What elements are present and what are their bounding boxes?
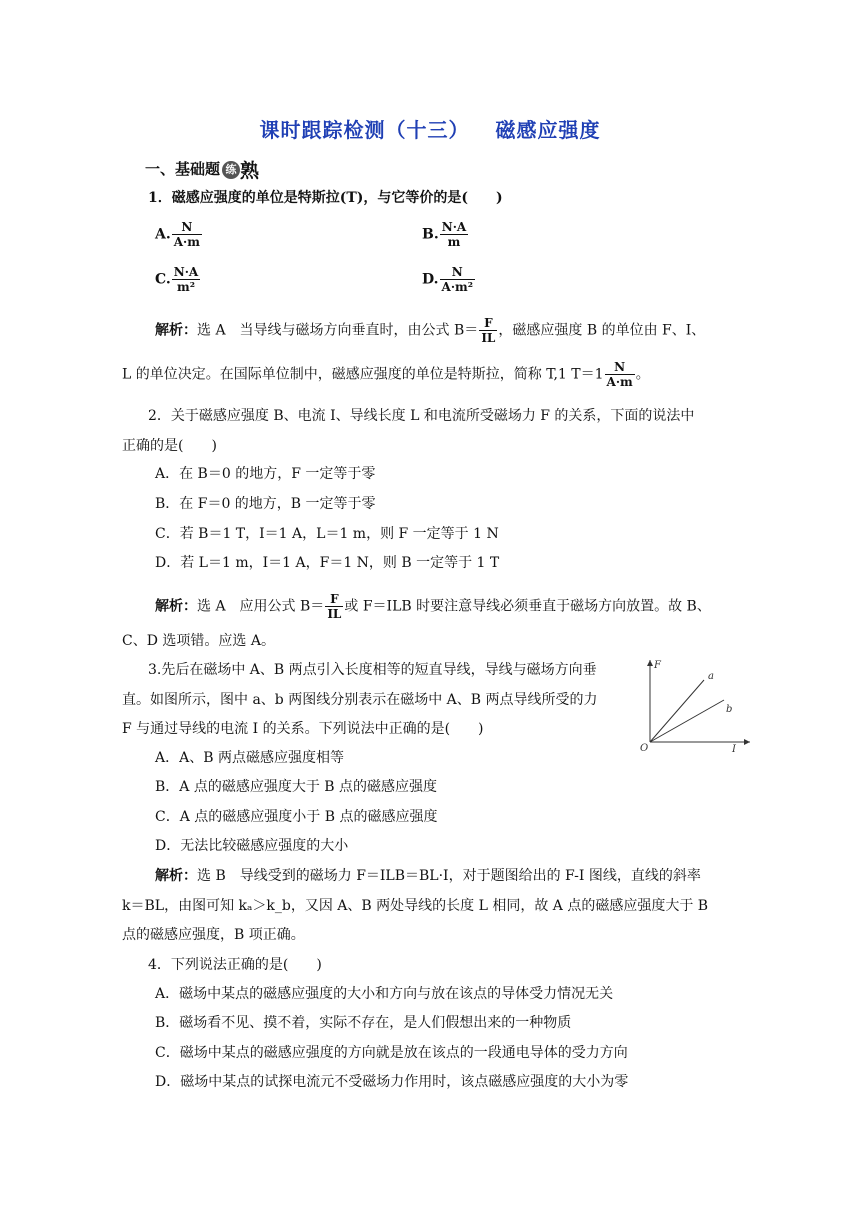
q1-sol-part1: 选 A 当导线与磁场方向垂直时，由公式 B＝ bbox=[197, 322, 479, 339]
q1-b-letter: B. bbox=[422, 226, 439, 243]
q1-sol-num: F bbox=[479, 316, 497, 331]
q2-option-c: C．若 B＝1 T，I＝1 A，L＝1 m，则 F 一定等于 1 N bbox=[155, 526, 499, 542]
q2-sol-head: 解析： bbox=[155, 598, 197, 615]
q1-option-a bbox=[155, 220, 203, 249]
section-label: 一、基础题 bbox=[145, 160, 221, 178]
q1-d-letter: D. bbox=[422, 271, 439, 288]
title-left: 课时跟踪检测（十三） bbox=[259, 118, 470, 142]
q2-sol-frac bbox=[325, 592, 343, 621]
q3-option-c: C．A 点的磁感应强度小于 B 点的磁感应强度 bbox=[155, 809, 438, 825]
q2-sol-den: IL bbox=[327, 607, 342, 621]
q3-sol-part1: 选 B 导线受到的磁场力 F＝ILB＝BL·I，对于题图给出的 F-I 图线，直线的斜率 bbox=[197, 868, 701, 884]
section-char: 熟 bbox=[240, 160, 260, 182]
y-axis-arrow bbox=[647, 660, 653, 666]
q1-sol3-end: 。 bbox=[635, 366, 650, 383]
page-title bbox=[0, 114, 860, 143]
q1-a-num: N bbox=[172, 220, 202, 235]
q1-option-c bbox=[155, 265, 201, 294]
q2-sol-num: F bbox=[325, 592, 343, 607]
q3-fi-graph bbox=[638, 654, 758, 754]
q1-b-num: N·A bbox=[441, 220, 467, 234]
q1-sol-frac bbox=[479, 316, 497, 345]
q1-sol3-den: A·m bbox=[606, 375, 633, 389]
q2-solution-line1 bbox=[155, 592, 711, 621]
q3-stem-line3: F 与通过导线的电流 I 的关系。下列说法中正确的是( ) bbox=[122, 721, 484, 737]
q1-d-frac bbox=[440, 265, 475, 294]
q1-sol3-frac bbox=[605, 360, 635, 389]
section-badge: 练 bbox=[222, 161, 240, 179]
q3-stem-line2: 直。如图所示，图中 a、b 两图线分别表示在磁场中 A、B 两点导线所受的力 bbox=[122, 692, 598, 708]
q2-stem-line1: 2．关于磁感应强度 B、电流 I、导线长度 L 和电流所受磁场力 F 的关系，下面的说法中 bbox=[148, 408, 695, 424]
q2-solution-line2: C、D 选项错。应选 A。 bbox=[122, 633, 275, 649]
q1-b-frac bbox=[440, 220, 468, 249]
line-b bbox=[650, 700, 724, 742]
q1-c-letter: C. bbox=[155, 271, 171, 288]
q1-a-letter: A. bbox=[155, 226, 171, 243]
q3-solution-line2: k＝BL，由图可知 kₐ＞k_b，又因 A、B 两处导线的长度 L 相同，故 A 点的磁感应强度大于 B bbox=[122, 898, 709, 914]
q2-sol-part2: 或 F＝ILB 时要注意导线必须垂直于磁场方向放置。故 B、 bbox=[344, 598, 711, 615]
title-right: 磁感应强度 bbox=[495, 118, 601, 142]
q3-solution-line3: 点的磁感应强度，B 项正确。 bbox=[122, 927, 305, 943]
q1-sol-den: IL bbox=[481, 331, 496, 345]
q1-solution-line1 bbox=[155, 316, 705, 345]
origin-label: O bbox=[640, 743, 649, 754]
q1-a-frac bbox=[172, 220, 202, 249]
q4-option-c: C．磁场中某点的磁感应强度的方向就是放在该点的一段通电导体的受力方向 bbox=[155, 1045, 628, 1061]
q3-option-a: A．A、B 两点磁感应强度相等 bbox=[155, 750, 344, 766]
q1-sol-part3: L 的单位决定。在国际单位制中，磁感应强度的单位是特斯拉，简称 T,1 T＝1 bbox=[122, 366, 604, 383]
q1-option-d bbox=[422, 265, 476, 294]
q2-sol-part1: 选 A 应用公式 B＝ bbox=[197, 598, 325, 615]
q2-stem-line2: 正确的是( ) bbox=[122, 438, 217, 454]
q1-c-den: m² bbox=[177, 280, 195, 294]
q1-solution-line2 bbox=[122, 360, 650, 389]
q1-option-b bbox=[422, 220, 469, 249]
q1-stem: 1．磁感应强度的单位是特斯拉(T)，与它等价的是( ) bbox=[148, 190, 503, 206]
q4-option-b: B．磁场看不见、摸不着，实际不存在，是人们假想出来的一种物质 bbox=[155, 1015, 572, 1031]
q1-sol-part2: ，磁感应强度 B 的单位由 F、I、 bbox=[498, 322, 706, 339]
q4-stem: 4．下列说法正确的是( ) bbox=[148, 957, 322, 973]
q2-option-d: D．若 L＝1 m，I＝1 A，F＝1 N，则 B 一定等于 1 T bbox=[155, 555, 500, 571]
q4-option-a: A．磁场中某点的磁感应强度的大小和方向与放在该点的导体受力情况无关 bbox=[155, 986, 614, 1002]
q3-stem-line1: 3.先后在磁场中 A、B 两点引入长度相等的短直导线，导线与磁场方向垂 bbox=[148, 662, 597, 678]
q1-a-den: A·m bbox=[173, 235, 200, 249]
q1-b-den: m bbox=[447, 235, 461, 249]
q4-option-d: D．磁场中某点的试探电流元不受磁场力作用时，该点磁感应强度的大小为零 bbox=[155, 1074, 629, 1090]
q1-c-frac bbox=[172, 265, 200, 294]
q1-c-num: N·A bbox=[173, 265, 199, 279]
x-axis-arrow bbox=[744, 739, 750, 745]
line-a bbox=[650, 680, 704, 742]
q3-option-b: B．A 点的磁感应强度大于 B 点的磁感应强度 bbox=[155, 779, 438, 795]
line-b-label: b bbox=[726, 704, 733, 715]
q1-d-den: A·m² bbox=[441, 280, 473, 294]
q1-sol-head: 解析： bbox=[155, 322, 197, 339]
section-heading bbox=[145, 156, 259, 183]
q3-option-d: D．无法比较磁感应强度的大小 bbox=[155, 838, 349, 854]
q1-d-num: N bbox=[440, 265, 475, 280]
q2-option-a: A．在 B＝0 的地方，F 一定等于零 bbox=[155, 466, 376, 482]
line-a-label: a bbox=[708, 671, 714, 682]
y-axis-label: F bbox=[654, 660, 661, 671]
x-axis-label: I bbox=[732, 744, 736, 754]
q3-solution-line1 bbox=[155, 866, 701, 886]
q1-sol3-num: N bbox=[605, 360, 635, 375]
q3-sol-head: 解析： bbox=[155, 868, 197, 884]
q2-option-b: B．在 F＝0 的地方，B 一定等于零 bbox=[155, 496, 376, 512]
